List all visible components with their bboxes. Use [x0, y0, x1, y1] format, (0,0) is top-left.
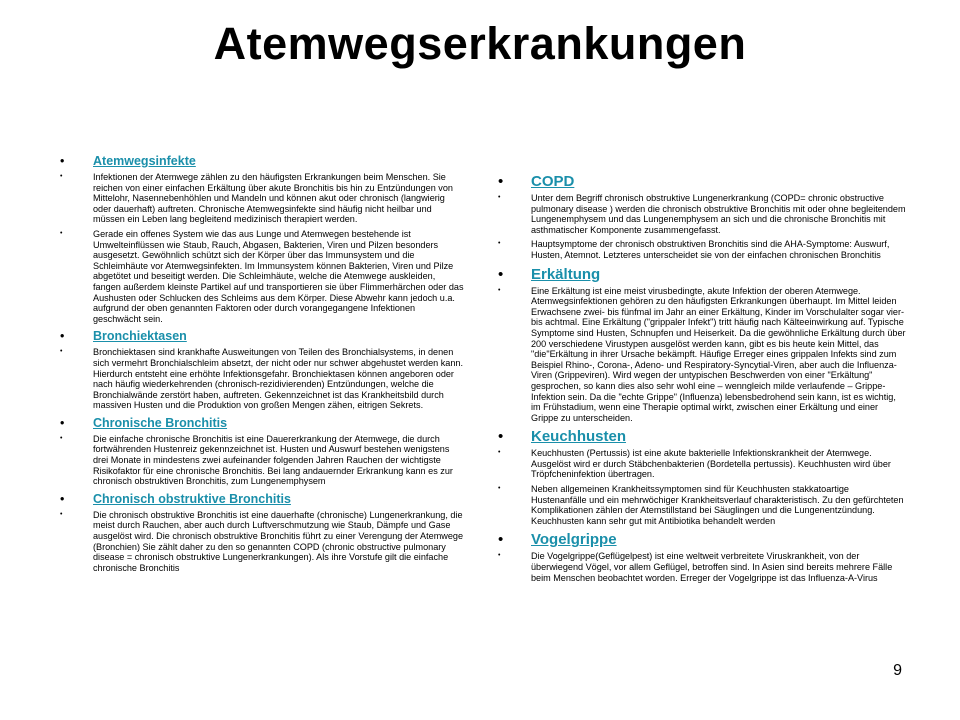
paragraph: • Unter dem Begriff chronisch obstruktive Lungenerkrankung (COPD= chronic obstructive pulmonary disease ) werden die chronisch obstruktive Bronchitis mit oder ohne begleitendem Lungenemphysem und das Lungenemphysem an sich und die chronische Bronchitis mit asthmatischer Komponente zusammengefasst.: [498, 193, 906, 235]
heading-link[interactable]: • Chronische Bronchitis: [60, 415, 464, 432]
section-copd: [498, 172, 906, 261]
heading-link[interactable]: • Atemwegsinfekte: [60, 153, 464, 170]
heading-link[interactable]: • Vogelgrippe: [498, 530, 906, 549]
page-title: Atemwegserkrankungen: [213, 18, 747, 69]
paragraph: • Hauptsymptome der chronisch obstruktiven Bronchitis sind die AHA-Symptome: Auswurf, Husten, Atemnot. Letzteres unterscheidet sie von der einfachen chronischen Bronchitis: [498, 239, 906, 260]
section-chronisch-obstruktive-bronchitis: [60, 491, 464, 574]
heading-link[interactable]: • Bronchiektasen: [60, 328, 464, 345]
heading-link[interactable]: • COPD: [498, 172, 906, 191]
section-chronische-bronchitis: [60, 415, 464, 487]
paragraph: • Die Vogelgrippe(Geflügelpest) ist eine weltweit verbreitete Viruskrankheit, von der überwiegend Vögel, vor allem Geflügel, betroffen sind. In Asien sind bereits mehrere Fälle beim Menschen beobachtet worden. Erreger der Vogelgrippe ist das Influenza-A-Virus: [498, 551, 906, 583]
left-column: [60, 150, 464, 577]
paragraph: • Keuchhusten (Pertussis) ist eine akute bakterielle Infektionskrankheit der Atemwege. Ausgelöst wird er durch Stäbchenbakterien (Bordetella pertussis). Keuchhusten wird über Tröpfcheninfektion übertragen.: [498, 448, 906, 480]
section-keuchhusten: [498, 427, 906, 526]
heading-link[interactable]: • Chronisch obstruktive Bronchitis: [60, 491, 464, 508]
section-erkaeltung: [498, 265, 906, 424]
right-column: [498, 168, 906, 587]
paragraph: • Neben allgemeinen Krankheitssymptomen sind für Keuchhusten stakkatoartige Hustenanfälle und ein mehrwöchiger Krankheitsverlauf charakteristisch. Zu den gefürchteten Komplikationen zählen der Atemstillstand bei Säuglingen und die Lungenentzündung. Keuchhusten kann sehr gut mit Antibiotika behandelt werden: [498, 484, 906, 526]
paragraph: • Bronchiektasen sind krankhafte Ausweitungen von Teilen des Bronchialsystems, in denen sich vermehrt Bronchialschleim absetzt, der nicht oder nur schwer abgehustet werden kann. Hierdurch entsteht eine erhöhte Infektionsgefahr. Bronchiektasen können angeboren oder nach häufig wiederkehrenden (chronisch-rezidivierenden) Entzündungen, welche die Bronchialwände zerstört haben, auftreten. Gekennzeichnet ist das Krankheitsbild durch massiven Husten und die Produktion von großen Mengen zähen, eitrigen Sekrets.: [60, 347, 464, 411]
paragraph: • Die einfache chronische Bronchitis ist eine Dauererkrankung der Atemwege, die durch fortwährenden Hustenreiz gekennzeichnet ist. Husten und Auswurf bestehen wenigstens drei Monate in mindestens zwei aufeinander folgenden Jahren Rauchen der wichtigste Risikofaktor für eine chronische Bronchitis. Bei lang andauernder Erkrankung kann es zur chronisch obstruktiven Bronchitis, zum Lungenemphysem: [60, 434, 464, 487]
heading-link[interactable]: • Keuchhusten: [498, 427, 906, 446]
paragraph: • Eine Erkältung ist eine meist virusbedingte, akute Infektion der oberen Atemwege. Atemwegsinfektionen gehören zu den häufigsten Erkrankungen überhaupt. Im Mittel leiden Erwachsene zwei- bis fünfmal im Jahr an einer Erkältung, Kinder im Vorschulalter sogar vier- bis achtmal. Eine Erkältung ("grippaler Infekt") tritt häufig nach Kälteeinwirkung auf. Typische Symptome sind Husten, Schnupfen und Heiserkeit. Da die gewöhnliche Erkältung durch über 200 verschiedene Virustypen ausgelöst werden kann, gibt es bis heute kein Mittel, das "die"Erkältung in ihrer Ursache bekämpft. Häufige Erreger eines grippalen Infekts sind zum Beispiel Rhino-, Corona-, Adeno- und Respiratory-Syncytial-Viren, aber auch die Influenza-Viren (Grippeviren). Wird wegen der untypischen Beschwerden von einer "Erkältung" gesprochen, so kann dies also sehr wohl eine – wenngleich milde verlaufende – Grippe-Infektion sein. Da die "echte Grippe" (Influenza) lebensbedrohend sein kann, ist es wichtig, im Frühstadium, wenn eine Therapie optimal wirkt, zwischen einer Erkältung und einer Grippe zu unterscheiden.: [498, 286, 906, 424]
paragraph: • Infektionen der Atemwege zählen zu den häufigsten Erkrankungen beim Menschen. Sie reichen von einer einfachen Erkältung über akute Bronchitis bis hin zu Entzündungen von Mittelohr, Nasennebenhöhlen und Mandeln und können akut oder chronisch (langwierig oder dauerhaft) auftreten. Chronische Atemwegsinfekte sind häufig nicht heilbar und müssen ein Leben lang begleitend medizinisch therapiert werden.: [60, 172, 464, 225]
paragraph: • Gerade ein offenes System wie das aus Lunge und Atemwegen bestehende ist Umwelteinflüssen wie Staub, Rauch, Abgasen, Bakterien, Viren und Pilzen besonders ausgesetzt. Gewöhnlich schützt sich der Körper über das Immunsystem und die Schleimhäute vor Atemwegsinfekten. Im Immunsystem können Bakterien, Viren und Pilze abgetötet und beseitigt werden. Die Schleimhäute, welche die Atemwege auskleiden, fangen außerdem kleinste Partikel auf und transportieren sie über Flimmerhärchen oder das Aushusten oder Schlucken des Schleims aus dem Körper. Diese Abwehr kann jedoch u.a. aufgrund der oben genannten Faktoren oder durch vorangegangene Infektionen geschwächt sein.: [60, 229, 464, 324]
section-atemwegsinfekte: [60, 153, 464, 324]
section-vogelgrippe: [498, 530, 906, 583]
paragraph: • Die chronisch obstruktive Bronchitis ist eine dauerhafte (chronische) Lungenerkrankung, die meist durch Rauchen, aber auch durch Luftverschmutzung wie Staub, Dämpfe und Gase ausgelöst wird. Die chronisch obstruktive Bronchitis führt zu einer Verengung der Atemwege (Bronchien) Sie zählt daher zu den so genannten COPD (chronic obstructive pulmonary disease = chronisch obstruktive Lungenerkrankungen). Als ihre Vorstufe gilt die einfache chronische Bronchitis: [60, 510, 464, 574]
page-number: 9: [893, 662, 902, 679]
heading-link[interactable]: • Erkältung: [498, 265, 906, 284]
section-bronchiektasen: [60, 328, 464, 411]
